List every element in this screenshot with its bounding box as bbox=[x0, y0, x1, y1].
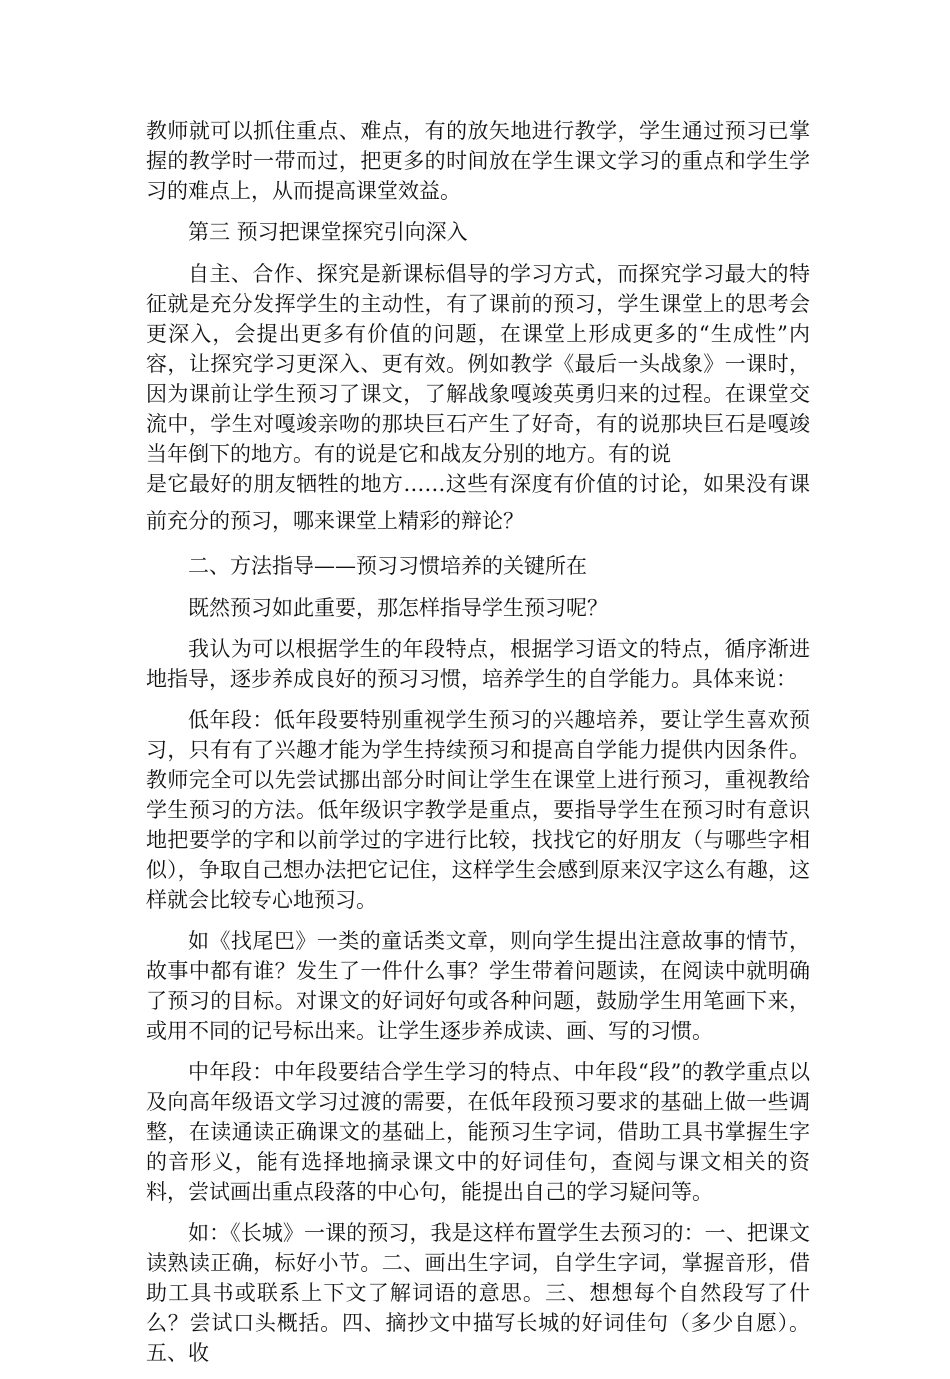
document-body bbox=[146, 116, 810, 1379]
paragraph-approach: 我认为可以根据学生的年段特点，根据学习语文的特点，循序渐进地指导，逐步养成良好的预习习惯，培养学生的自学能力。具体来说： bbox=[146, 637, 810, 691]
section-heading-third: 第三 预习把课堂探究引向深入 bbox=[188, 220, 468, 244]
paragraph-example-great-wall: 如：《长城》一课的预习，我是这样布置学生去预习的：一、把课文读熟读正确，标好小节。二、画出生字词，自学生字词，掌握音形，借助工具书或联系上下文了解词语的意思。三、想想每个自然段写了什么？尝试口头概括。四、摘抄文中描写长城的好词佳句（多少自愿）。五、收 bbox=[146, 1221, 810, 1365]
paragraph-inquiry: 自主、合作、探究是新课标倡导的学习方式，而探究学习最大的特征就是充分发挥学生的主动性，有了课前的预习，学生课堂上的思考会更深入，会提出更多有价值的问题，在课堂上形成更多的“生成性”内容，让探究学习更深入、更有效。例如教学《最后一头战象》一课时，因为课前让学生预习了课文，了解战象嘎竣英勇归来的过程。在课堂交流中，学生对嘎竣亲吻的那块巨石产生了好奇，有的说那块巨石是嘎竣当年倒下的地方。有的说是它和战友分别的地方。有的说 bbox=[146, 262, 810, 466]
paragraph-lower-grade: 低年段：低年段要特别重视学生预习的兴趣培养，要让学生喜欢预习，只有有了兴趣才能为学生持续预习和提高自学能力提供内因条件。教师完全可以先尝试挪出部分时间让学生在课堂上进行预习，重视教给学生预习的方法。低年级识字教学是重点，要指导学生在预习时有意识地把要学的字和以前学过的字进行比较，找找它的好朋友（与哪些字相似），争取自己想办法把它记住，这样学生会感到原来汉字这么有趣，这样就会比较专心地预习。 bbox=[146, 708, 810, 912]
paragraph-continuation: 教师就可以抓住重点、难点，有的放矢地进行教学，学生通过预习已掌握的教学时一带而过，把更多的时间放在学生课文学习的重点和学生学习的难点上，从而提高课堂效益。 bbox=[146, 119, 810, 203]
paragraph-question: 既然预习如此重要，那怎样指导学生预习呢？ bbox=[188, 596, 608, 620]
paragraph-example-tail: 如《找尾巴》一类的童话类文章，则向学生提出注意故事的情节，故事中都有谁？发生了一件什么事？学生带着问题读，在阅读中就明确了预习的目标。对课文的好词好句或各种问题，鼓励学生用笔画下来，或用不同的记号标出来。让学生逐步养成读、画、写的习惯。 bbox=[146, 929, 810, 1043]
paragraph-inquiry-continued: 是它最好的朋友牺牲的地方……这些有深度有价值的讨论，如果没有课前充分的预习，哪来课堂上精彩的辩论？ bbox=[146, 472, 810, 533]
section-heading-method: 二、方法指导——预习习惯培养的关键所在 bbox=[188, 554, 587, 578]
paragraph-middle-grade: 中年段：中年段要结合学生学习的特点、中年段“段”的教学重点以及向高年级语文学习过渡的需要，在低年段预习要求的基础上做一些调整，在读通读正确课文的基础上，能预习生字词，借助工具书掌握生字的音形义，能有选择地摘录课文中的好词佳句，查阅与课文相关的资料，尝试画出重点段落的中心句，能提出自己的学习疑问等。 bbox=[146, 1060, 810, 1204]
